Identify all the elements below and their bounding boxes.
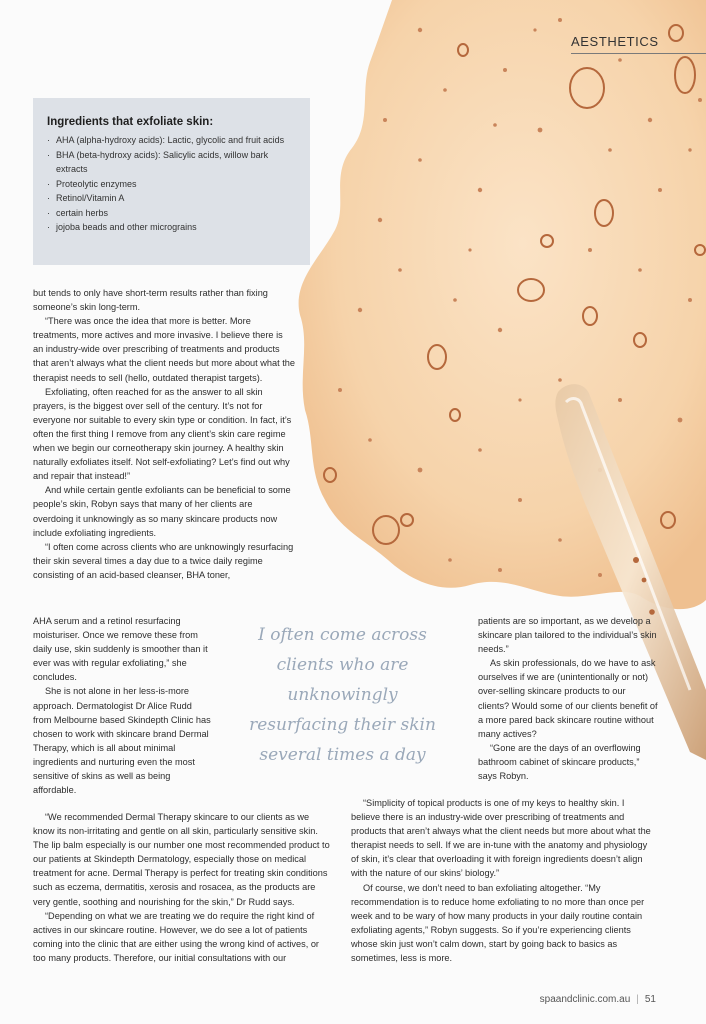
- ingredient-item: · AHA (alpha-hydroxy acids): Lactic, glycolic and fruit acids: [47, 133, 298, 148]
- pull-quote: [220, 620, 465, 770]
- pull-quote-line: resurfacing their skin: [249, 715, 436, 735]
- footer-site: spaandclinic.com.au: [539, 994, 631, 1005]
- ingredient-item: · Proteolytic enzymes: [47, 177, 298, 192]
- ingredient-item: · Retinol/Vitamin A: [47, 191, 298, 206]
- paragraph: Of course, we don’t need to ban exfoliating altogether. “My recommendation is to reduce home exfoliating to no more than once per week and to be wary of how many products in your daily routine contain exfoliating agents,” Robyn suggests. So if you’re experiencing clients whose skin just won’t calm down, start by going back to basics as sometimes, less is more.: [351, 882, 645, 964]
- paragraph: “We recommended Dermal Therapy skincare to our clients as we know its non-irritating and gentle on all skin, particularly sensitive skin. The lip balm especially is our number one most recommended product to our patients at Skindepth Dermatology, especially those on medical treatment for acne. Dermal Therapy is perfect for treating skin conditions such as eczema, dermatitis, xerosis and rosacea, as the products are very gentle, soothing and nourishing for the skin,” Dr Rudd says.: [33, 812, 330, 907]
- ingredient-list: [47, 133, 298, 235]
- paragraph: AHA serum and a retinol resurfacing moisturiser. Once we remove these from daily use, skin suddenly is smoother than it ever was with regular exfoliating,” she concludes.: [33, 616, 208, 683]
- pull-quote-line: unknowingly: [287, 685, 398, 705]
- paragraph: “Simplicity of topical products is one of my keys to healthy skin. I believe there is an industry-wide over prescribing of treatments and products that aren’t always what the client needs but more about what the therapist needs to sell. If we are in-tune with the anatomy and physiology of skin, it’s clear that overloading it with foreign ingredients doesn’t align with the nature of our skins’ biology.”: [351, 798, 651, 879]
- ingredients-sidebar: [33, 98, 310, 265]
- pull-quote-line: several times a day: [259, 745, 426, 765]
- section-label: AESTHETICS: [571, 34, 659, 49]
- pull-quote-line: I often come across: [258, 625, 427, 645]
- paragraph: “Depending on what we are treating we do require the right kind of actives in our skincare routine. However, we do see a lot of patients coming into the clinic that are either using the wrong kind of actives, or too many products. Therefore, our initial consultations with our: [33, 910, 319, 963]
- paragraph: patients are so important, as we develop a skincare plan tailored to the individual’s skin needs.”: [478, 616, 657, 655]
- article-column-left-top: [33, 286, 295, 582]
- page-footer: [540, 994, 656, 1005]
- ingredient-item: · certain herbs: [47, 206, 298, 221]
- paragraph: “There was once the idea that more is better. More treatments, more actives and more invasive. I believe there is an industry-wide over prescribing of treatments and products that aren’t always what the client needs but more about what the therapist needs to sell (hello, outdated therapist targets).: [33, 316, 296, 383]
- paragraph: And while certain gentle exfoliants can be beneficial to some people’s skin, Robyn says that many of her clients are overdoing it unknowingly as so many skincare products now include exfoliating ingredients.: [33, 485, 291, 538]
- sidebar-title: Ingredients that exfoliate skin:: [47, 116, 214, 128]
- ingredient-item: · BHA (beta-hydroxy acids): Salicylic acids, willow bark extracts: [47, 148, 298, 177]
- paragraph: “Gone are the days of an overflowing bathroom cabinet of skincare products,” says Robyn.: [478, 742, 641, 782]
- article-column-left-mid: [33, 614, 211, 797]
- article-column-right-bottom: [351, 796, 656, 965]
- paragraph: As skin professionals, do we have to ask ourselves if we are (unintentionally or not) over-selling skincare products to our clients? Would some of our clients benefit of a more pared back skincare routine without many actives?: [478, 658, 658, 739]
- paragraph: She is not alone in her less-is-more approach. Dermatologist Dr Alice Rudd from Melbourne based Skindepth Clinic has chosen to work with skincare brand Dermal Therapy, which is all about minimal ingredients and nurturing even the most sensitive of skins as well as being affordable.: [33, 686, 211, 796]
- article-column-right-mid: [478, 614, 658, 783]
- footer-divider: |: [636, 994, 639, 1005]
- section-divider: [571, 53, 706, 54]
- paragraph: Exfoliating, often reached for as the answer to all skin prayers, is the biggest over sell of the century. It’s not for everyone nor suitable to every skin type or condition. In fact, it’s often the first thing I remove from any client’s skin care regime when we begin our corneotherapy skin journey. A healthy skin naturally exfoliates itself. Not self-exfoliating? Let’s find out why and repair that instead!”: [33, 386, 292, 482]
- serum-gel-blob: [299, 0, 706, 609]
- article-column-left-bottom: [33, 810, 333, 965]
- paragraph: but tends to only have short-term results rather than fixing someone’s skin long-term.: [33, 288, 268, 313]
- ingredient-item: · jojoba beads and other micrograins: [47, 220, 298, 235]
- page-number: 51: [644, 994, 656, 1005]
- pull-quote-line: clients who are: [276, 655, 409, 675]
- paragraph: “I often come across clients who are unknowingly resurfacing their skin several times a day due to a twice daily regime consisting of an acid-based cleanser, BHA toner,: [33, 541, 294, 580]
